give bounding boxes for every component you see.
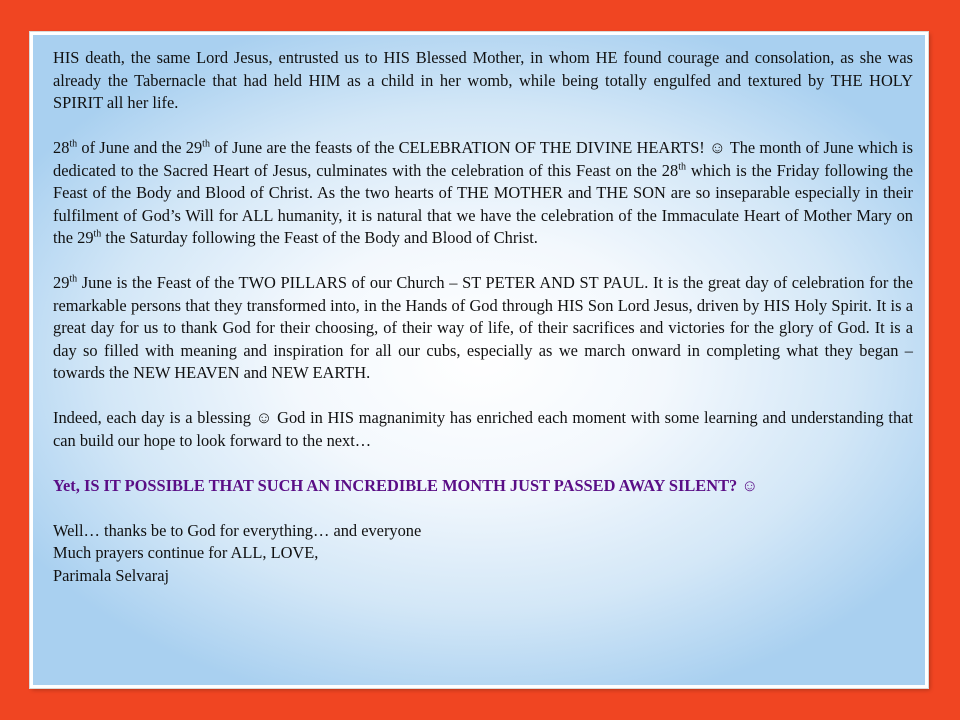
p2-text-a: 28	[53, 138, 70, 157]
p3-sup-1: th	[69, 273, 78, 285]
p2-text-e: which is the Friday following the Feast of the Body and Blood of Christ. As the two hearts of THE MOTHER and THE SON are so inseparable especially in their fulfilment of God’s Will for ALL humanity, it is natural that we have the celebration of the Immaculate Heart of Mother Mary on the 29	[53, 160, 913, 247]
p2-sup-3: th	[678, 161, 686, 173]
p2-text-f: the Saturday following the Feast of the Body and Blood of Christ.	[101, 228, 538, 247]
p2-text-c: of June are the feasts of the CELEBRATION OF THE DIVINE HEARTS!	[209, 138, 710, 157]
p2-sup-4: th	[93, 228, 102, 240]
paragraph-4	[53, 407, 913, 452]
closing	[53, 520, 913, 588]
paragraph-1: HIS death, the same Lord Jesus, entrusted us to HIS Blessed Mother, in whom HE found courage and consolation, as she was already the Tabernacle that had held HIM as a child in her womb, while being totally engulfed and textured by THE HOLY SPIRIT all her life.	[53, 48, 913, 112]
p3-text-a: 29	[53, 273, 70, 292]
smiley-icon: ☺	[255, 408, 273, 427]
paragraph-2	[53, 137, 913, 250]
paragraph-3	[53, 272, 913, 385]
highlight-text: Yet, IS IT POSSIBLE THAT SUCH AN INCREDIBLE MONTH JUST PASSED AWAY SILENT?	[53, 475, 742, 495]
p2-sup-2: th	[202, 138, 210, 150]
closing-line-2: Much prayers continue for ALL, LOVE,	[53, 543, 319, 562]
p4-text-b: God in HIS magnanimity has enriched each moment with some learning and understanding that can build our hope to look forward to the next…	[53, 408, 913, 450]
letter-body	[53, 47, 913, 587]
p2-text-b: of June and the 29	[77, 138, 203, 157]
p2-text-d: The month of June which is dedicated to the Sacred Heart of Jesus, culminates with the celebration of this Feast on the 28	[53, 138, 913, 180]
p4-text-a: Indeed, each day is a blessing	[53, 408, 256, 427]
smiley-icon: ☺	[709, 138, 726, 157]
highlight-question	[53, 475, 913, 498]
closing-line-1: Well… thanks be to God for everything… and everyone	[53, 520, 422, 540]
smiley-icon: ☺	[741, 475, 759, 495]
p2-sup-1: th	[69, 138, 78, 150]
text-panel	[30, 32, 928, 688]
p3-text-b: June is the Feast of the TWO PILLARS of our Church – ST PETER AND ST PAUL. It is the great day of celebration for the remarkable persons that they transformed into, in the Hands of God through HIS Son Lord Jesus, driven by HIS Holy Spirit. It is a great day for us to thank God for their choosing, of their way of life, of their sacrifices and victories for the glory of God. It is a day so filled with meaning and inspiration for all our cubs, especially as we march onward in completing what they began – towards the NEW HEAVEN and NEW EARTH.	[53, 273, 913, 382]
signature-name: Parimala Selvaraj	[53, 565, 170, 585]
